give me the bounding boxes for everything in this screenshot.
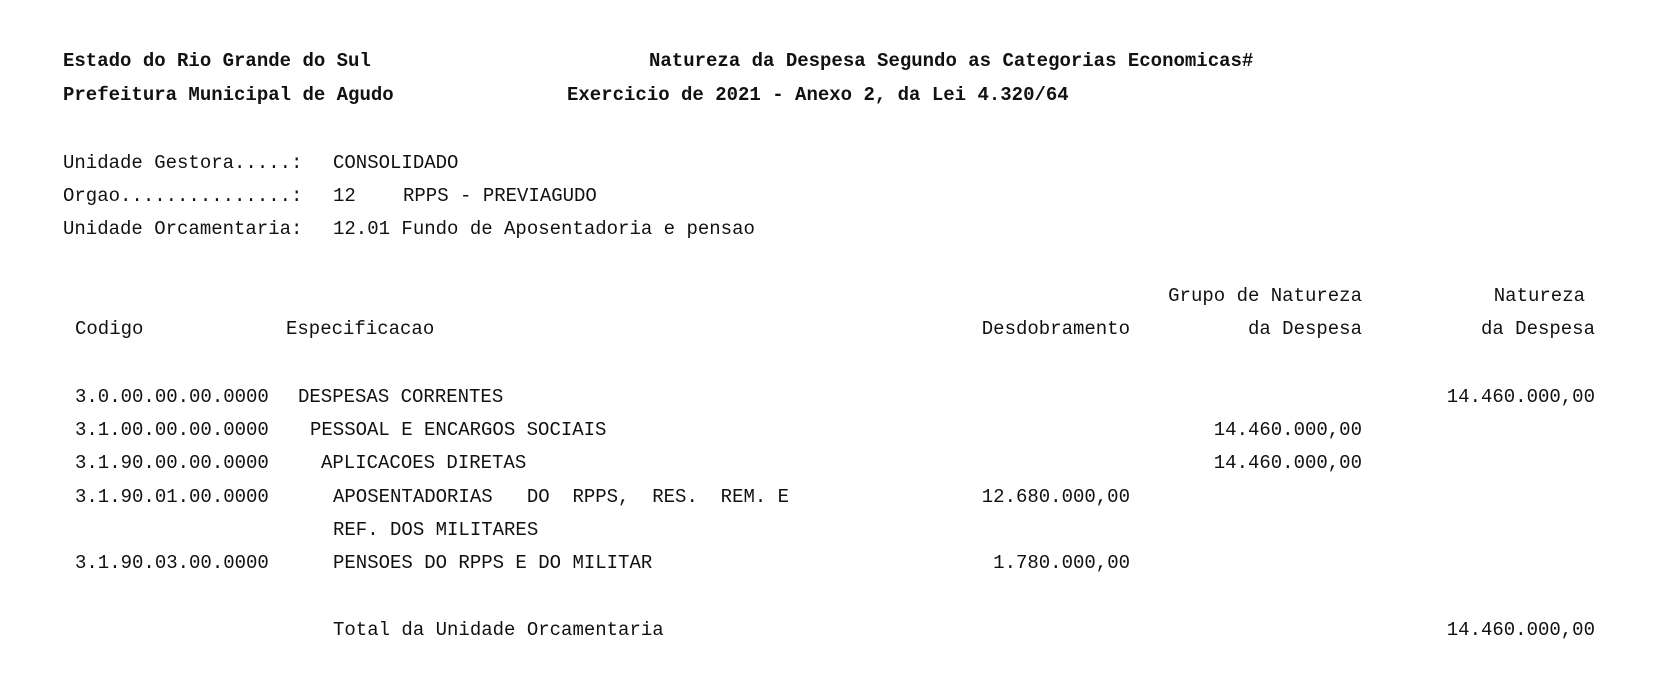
row-code: 3.0.00.00.00.0000	[75, 386, 269, 408]
column-header-desdobramento: Desdobramento	[981, 318, 1130, 340]
row-spec-continuation: REF. DOS MILITARES	[333, 519, 539, 541]
column-header-natureza-line2: da Despesa	[1480, 318, 1595, 340]
column-header-grupo-line1: Grupo de Natureza	[1168, 285, 1362, 307]
row-desdobramento: 1.780.000,00	[993, 552, 1130, 574]
row-grupo: 14.460.000,00	[1213, 452, 1362, 474]
total-value: 14.460.000,00	[1446, 619, 1595, 641]
row-spec: APOSENTADORIAS DO RPPS, RES. REM. E	[333, 486, 790, 508]
orgao-name: RPPS - PREVIAGUDO	[403, 185, 597, 207]
row-spec: PENSOES DO RPPS E DO MILITAR	[333, 552, 653, 574]
column-header-grupo-line2: da Despesa	[1247, 318, 1362, 340]
state-name: Estado do Rio Grande do Sul	[63, 50, 371, 72]
unidade-gestora-value: CONSOLIDADO	[333, 152, 459, 174]
exercise-title: Exercicio de 2021 - Anexo 2, da Lei 4.320/64	[567, 84, 1069, 106]
report-title: Natureza da Despesa Segundo as Categorias Economicas#	[649, 50, 1254, 72]
row-desdobramento: 12.680.000,00	[981, 486, 1130, 508]
column-header-codigo: Codigo	[75, 318, 144, 340]
prefecture-name: Prefeitura Municipal de Agudo	[63, 84, 394, 106]
row-spec: DESPESAS CORRENTES	[298, 386, 504, 408]
column-header-natureza-line1: Natureza	[1493, 285, 1585, 307]
orgao-label: Orgao...............:	[63, 185, 303, 207]
row-code: 3.1.00.00.00.0000	[75, 419, 269, 441]
row-code: 3.1.90.00.00.0000	[75, 452, 269, 474]
unidade-orcamentaria-value: 12.01 Fundo de Aposentadoria e pensao	[333, 218, 755, 240]
row-spec: PESSOAL E ENCARGOS SOCIAIS	[310, 419, 607, 441]
column-header-especificacao: Especificacao	[286, 318, 435, 340]
row-code: 3.1.90.03.00.0000	[75, 552, 269, 574]
row-grupo: 14.460.000,00	[1213, 419, 1362, 441]
total-label: Total da Unidade Orcamentaria	[333, 619, 664, 641]
row-spec: APLICACOES DIRETAS	[321, 452, 527, 474]
orgao-code: 12	[333, 185, 356, 207]
row-natureza: 14.460.000,00	[1446, 386, 1595, 408]
row-code: 3.1.90.01.00.0000	[75, 486, 269, 508]
unidade-orcamentaria-label: Unidade Orcamentaria:	[63, 218, 303, 240]
unidade-gestora-label: Unidade Gestora.....:	[63, 152, 303, 174]
